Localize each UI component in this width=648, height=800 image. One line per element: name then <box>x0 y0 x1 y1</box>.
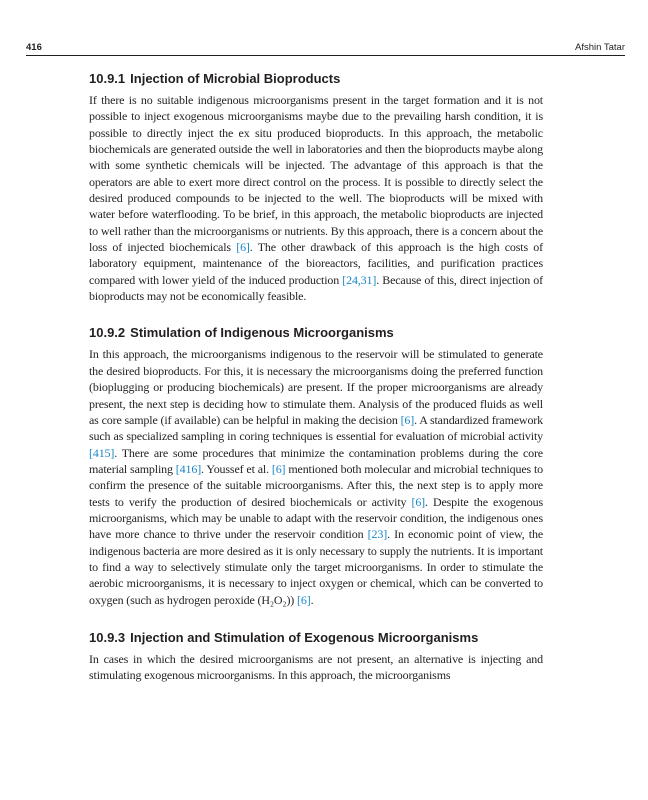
citation-link[interactable]: [23] <box>367 527 388 542</box>
section-heading <box>89 629 543 647</box>
section-title: Stimulation of Indigenous Microorganisms <box>130 325 394 341</box>
section-heading <box>89 324 543 342</box>
citation-link[interactable]: [24,31] <box>342 272 377 287</box>
page-body <box>89 70 543 684</box>
section-10-9-2 <box>89 324 543 608</box>
section-title: Injection of Microbial Bioproducts <box>130 71 341 86</box>
section-paragraph <box>89 651 543 684</box>
paragraph-text: . Because of this, direct injection of bioproducts may not be economically feasible. <box>89 272 543 304</box>
section-number: 10.9.2 <box>89 325 126 341</box>
running-head-author: Afshin Tatar <box>575 42 625 53</box>
citation-link[interactable]: [6] <box>236 240 250 255</box>
running-header <box>26 40 625 56</box>
citation-link[interactable]: [416] <box>175 461 202 476</box>
page-number: 416 <box>26 42 42 53</box>
paragraph-text: . In economic point of view, the indigenous bacteria are more desired as it is only necessary to supply the nutrients. It is important to find a way to selectively stimulate only the target microorganisms. In order to stimulate the aerobic microorganisms, it is necessary to inject oxygen or chemical, which can be converted to oxygen (such as hydrogen peroxide (H₂O₂)) <box>89 527 544 607</box>
section-number: 10.9.3 <box>89 629 126 645</box>
section-paragraph <box>89 92 543 304</box>
section-title: Injection and Stimulation of Exogenous Microorganisms <box>130 629 479 645</box>
section-paragraph <box>89 346 543 608</box>
citation-link[interactable]: [6] <box>297 592 311 607</box>
citation-link[interactable]: [415] <box>89 445 115 460</box>
paragraph-text: . <box>310 592 314 607</box>
paragraph-text: . A standardized framework such as specialized sampling in coring techniques is essential for evaluation of microbial activity <box>89 412 543 444</box>
section-10-9-1 <box>89 70 543 304</box>
section-10-9-3 <box>89 629 543 684</box>
paragraph-text: . Youssef et al. <box>201 461 272 476</box>
paragraph-text: . Despite the exogenous microorganisms, which may be unable to adapt with the reservoir condition, the indigenous ones have more chance to thrive under the reservoir condition <box>89 494 543 542</box>
citation-link[interactable]: [6] <box>411 494 426 509</box>
paragraph-text: In cases in which the desired microorganisms are not present, an alternative is injecting and stimulating exogenous microorganisms. In this approach, the microorganisms <box>89 651 543 683</box>
paragraph-text: If there is no suitable indigenous microorganisms present in the target formation and it is not possible to inject exogenous microorganisms maybe due to the prevailing harsh condition, it is possible to directly inject the ex situ produced bioproducts. In this approach, the metabolic biochemicals are generated outside the well in laboratories and then the bioproducts maybe along with some synthetic chemicals will be injected. The advantage of this approach is that the operators are able to exert more direct control on the process. It is possible to directly select the desired produced compounds to be injected to the well. The bioproducts will be mixed with water before waterflooding. To be brief, in this approach, the metabolic bioproducts are injected to well rather than the microorganisms or nutrients. By this approach, there is a concern about the loss of injected biochemicals <box>89 93 543 255</box>
citation-link[interactable]: [6] <box>271 461 286 476</box>
citation-link[interactable]: [6] <box>400 412 415 427</box>
section-number: 10.9.1 <box>89 71 126 86</box>
paragraph-text: In this approach, the microorganisms indigenous to the reservoir will be stimulated to generate the desired bioproducts. For this, it is necessary the microorganisms doing the preferred function (bioplugging or producing biochemicals) are present. If the proper microorganisms are already present, the next step is deciding how to stimulate them. Analysis of the produced fluids as well as core sample (if available) can be helpful in making the decision <box>89 347 543 427</box>
section-heading <box>89 70 543 88</box>
paragraph-text: . The other drawback of this approach is the high costs of laboratory equipment, maintenance of the bioreactors, facilities, and purification practices compared with lower yield of the induced production <box>89 240 543 287</box>
paragraph-text: mentioned both molecular and microbial techniques to confirm the presence of the suitable microorganisms. After this, the next step is to apply more tests to verify the production of desired biochemicals or activity <box>89 461 544 509</box>
paragraph-text: . There are some procedures that minimize the contamination problems during the core material sampling <box>89 445 543 476</box>
